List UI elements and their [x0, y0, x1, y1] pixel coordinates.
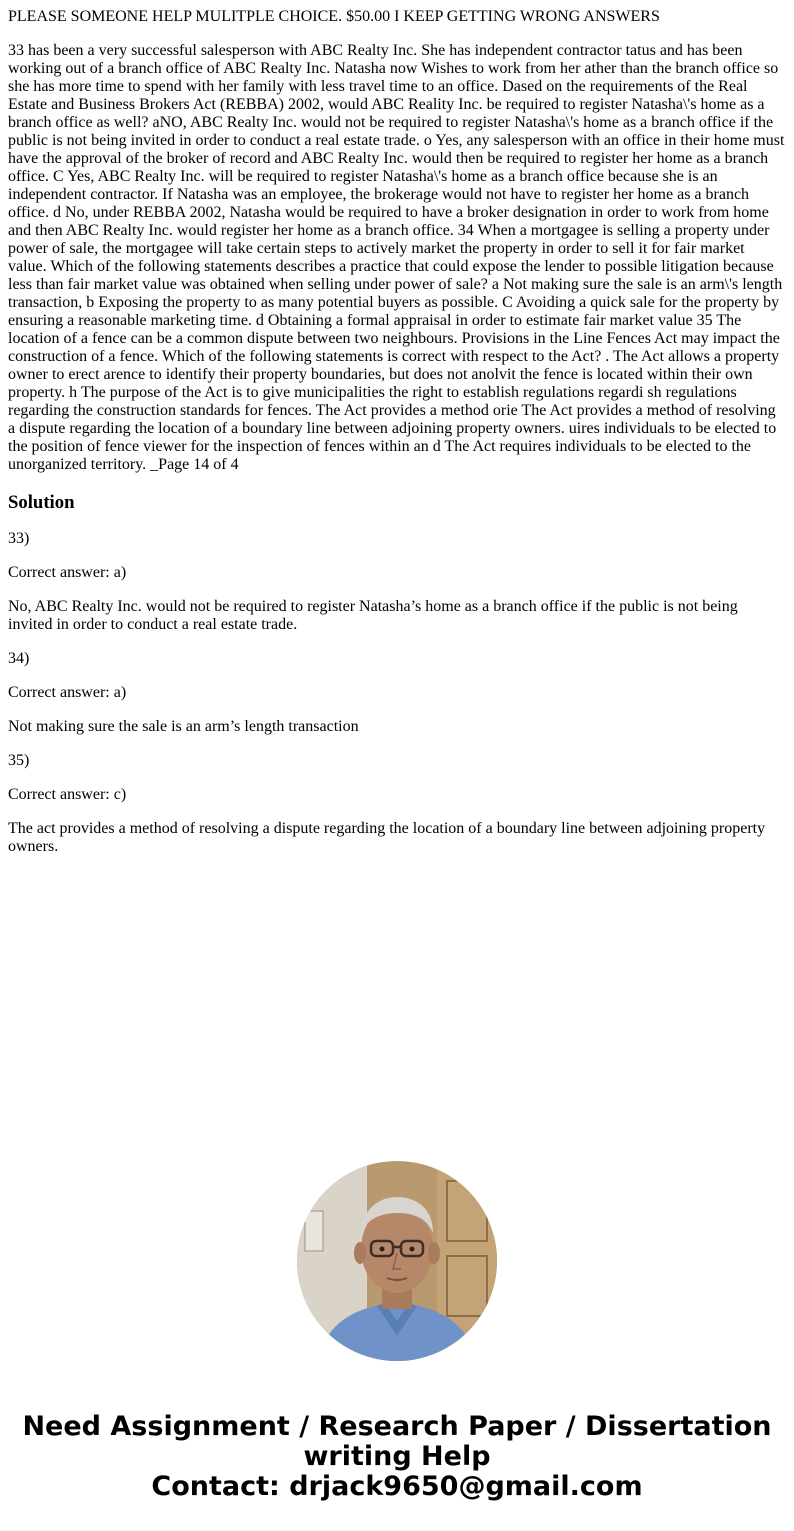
answer-35-number: 35) [8, 752, 30, 769]
answer-33-number: 33) [8, 530, 30, 547]
answer-33-text: No, ABC Realty Inc. would not be required to register Natasha’s home as a branch office if the public is not being invited in order to conduct a real estate trade. [8, 598, 738, 633]
tutor-portrait-image [297, 1161, 497, 1361]
answer-35-label: Correct answer: c) [8, 786, 127, 803]
promo-line-2: writing Help [303, 1441, 491, 1472]
answer-34-number: 34) [8, 650, 30, 667]
tutor-avatar [297, 1161, 497, 1361]
answer-34-text: Not making sure the sale is an arm’s length transaction [8, 718, 359, 735]
question-title: PLEASE SOMEONE HELP MULITPLE CHOICE. $50.00 I KEEP GETTING WRONG ANSWERS [8, 8, 660, 25]
promo-contact: Contact: drjack9650@gmail.com [151, 1471, 643, 1502]
page-content [0, 8, 794, 856]
promo-banner [0, 1412, 794, 1502]
solution-heading: Solution [8, 492, 75, 513]
answer-33-label: Correct answer: a) [8, 564, 127, 581]
answer-35-text: The act provides a method of resolving a dispute regarding the location of a boundary line between adjoining property owners. [8, 820, 766, 855]
question-body: 33 has been a very successful salesperson with ABC Realty Inc. She has independent contractor tatus and has been working out of a branch office of ABC Realty Inc. Natasha now Wishes to work from her ather than the branch office so she has more time to spend with her family with less travel time to an office. Dased on the requirements of the Real Estate and Business Brokers Act (REBBA) 2002, would ABC Reality Inc. be required to register Natasha\'s home as a branch office as well? aNO, ABC Realty Inc. would not be required to register Natasha\'s home as a branch office if the public is not being invited in order to conduct a real estate trade. o Yes, any salesperson with an office in their home must have the approval of the broker of record and ABC Realty Inc. would then be required to register her home as a branch office. C Yes, ABC Realty Inc. will be required to register Natasha\'s home as a branch office because she is an independent contractor. If Natasha was an employee, the brokerage would not have to register her home as a branch office. d No, under REBBA 2002, Natasha would be required to have a broker designation in order to work from home and then ABC Realty Inc. would register her home as a branch office. 34 When a mortgagee is selling a property under power of sale, the mortgagee will take certain steps to actively market the property in order to sell it for fair market value. Which of the following statements describes a practice that could expose the lender to possible litigation because less than fair market value was obtained when selling under power of sale? a Not making sure the sale is an arm\'s length transaction, b Exposing the property to as many potential buyers as possible. C Avoiding a quick sale for the property by ensuring a reasonable marketing time. d Obtaining a formal appraisal in order to estimate fair market value 35 The location of a fence can be a common dispute between two neighbours. Provisions in the Line Fences Act may impact the construction of a fence. Which of the following statements is correct with respect to the Act? . The Act allows a property owner to erect arence to identify their property boundaries, but does not anolvit the fence is located within their own property. h The purpose of the Act is to give municipalities the right to establish regulations regardi sh regulations regarding the construction standards for fences. The Act provides a method orie The Act provides a method of resolving a dispute regarding the location of a boundary line between adjoining property owners. uires individuals to be elected to the position of fence viewer for the inspection of fences within an d The Act requires individuals to be elected to the unorganized territory. _Page 14 of 4 [8, 42, 785, 473]
promo-line-1: Need Assignment / Research Paper / Dissertation [22, 1411, 772, 1442]
answer-34-label: Correct answer: a) [8, 684, 127, 701]
